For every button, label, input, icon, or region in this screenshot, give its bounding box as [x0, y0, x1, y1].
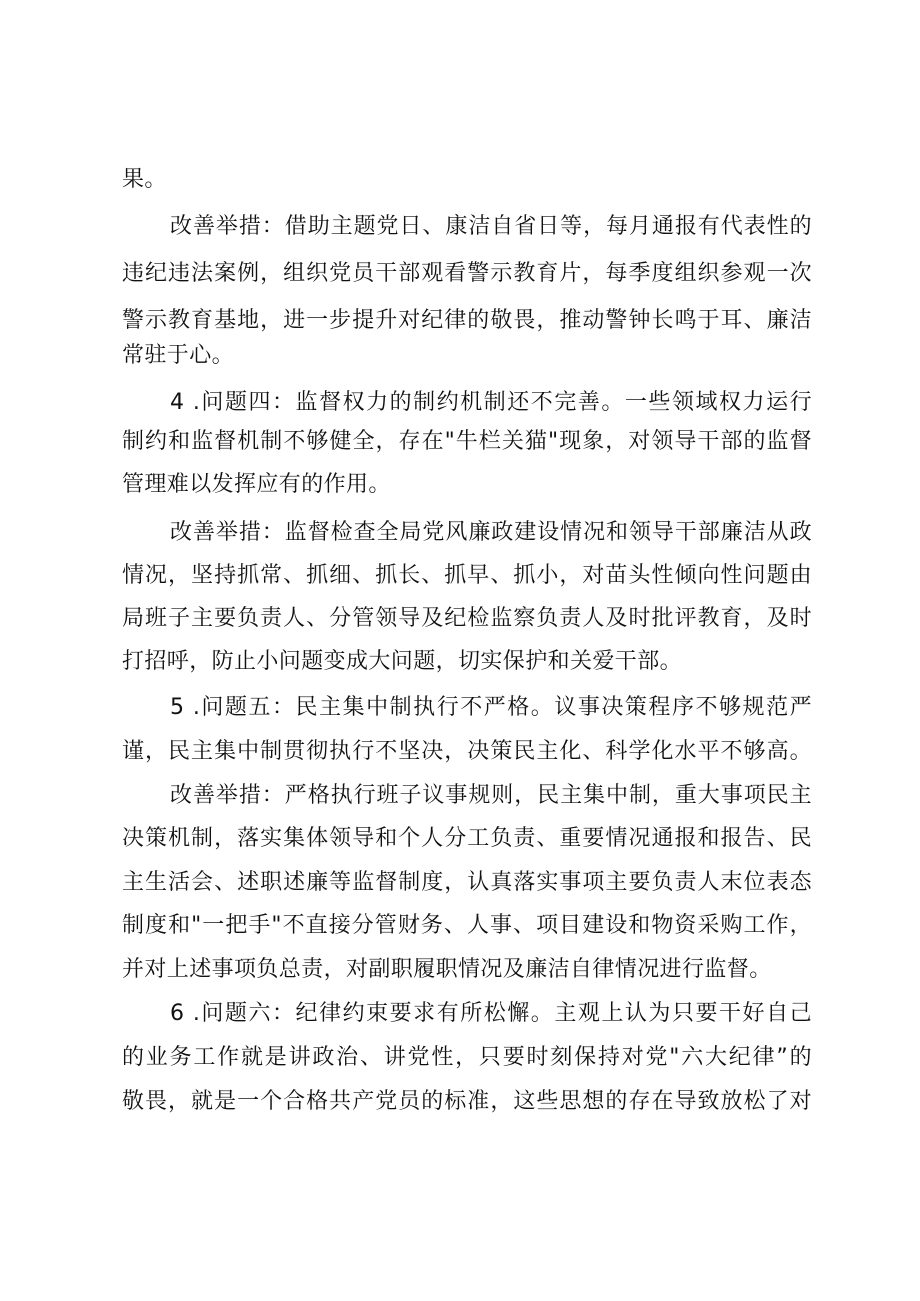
text-line-7: 制约和监督机制不够健全，存在"牛栏关猫"现象，对领导干部的监督 [122, 429, 812, 454]
text-line-11: 局班子主要负责人、分管领导及纪检监察负责人及时批评教育，及时 [122, 606, 812, 631]
text-line-17: 主生活会、述职述廉等监督制度，认真落实事项主要负责人末位表态 [122, 870, 812, 895]
text-line-14: 谨，民主集中制贯彻执行不坚决，决策民主化、科学化水平不够高。 [122, 739, 812, 764]
text-line-19: 并对上述事项负总责，对副职履职情况及廉洁自律情况进行监督。 [122, 957, 772, 982]
text-line-9: 改善举措：监督检查全局党风廉政建设情况和领导干部廉洁从政 [170, 520, 812, 545]
text-line-15: 改善举措：严格执行班子议事规则，民主集中制，重大事项民主 [170, 783, 812, 808]
text-line-20: 6 .问题六：纪律约束要求有所松懈。主观上认为只要干好自己 [170, 1001, 812, 1026]
text-line-10: 情况，坚持抓常、抓细、抓长、抓早、抓小，对苗头性倾向性问题由 [122, 563, 812, 588]
text-line-12: 打招呼，防止小问题变成大问题，切实保护和关爱干部。 [122, 649, 683, 674]
text-line-21: 的业务工作就是讲政治、讲党性，只要时刻保持对党"六大纪律”的 [122, 1045, 812, 1070]
text-line-18: 制度和"一把手"不直接分管财务、人事、项目建设和物资采购工作， [122, 913, 812, 938]
text-line-1: 果。 [122, 167, 167, 192]
text-line-4: 警示教育基地，进一步提升对纪律的敬畏，推动警钟长鸣于耳、廉洁 [122, 308, 812, 333]
text-line-13: 5 .问题五：民主集中制执行不严格。议事决策程序不够规范严 [170, 695, 812, 720]
text-line-16: 决策机制，落实集体领导和个人分工负责、重要情况通报和报告、民 [122, 826, 812, 851]
text-line-2: 改善举措：借助主题党日、康洁自省日等，每月通报有代表性的 [170, 214, 812, 239]
text-line-3: 违纪违法案例，组织党员干部观看警示教育片，每季度组织参观一次 [122, 261, 812, 286]
text-line-5: 常驻于心。 [122, 343, 235, 368]
text-line-8: 管理难以发挥应有的作用。 [122, 472, 391, 497]
text-line-6: 4 .问题四：监督权力的制约机制还不完善。一些领域权力运行 [170, 390, 812, 415]
text-line-22: 敬畏，就是一个合格共产党员的标准，这些思想的存在导致放松了对 [122, 1089, 812, 1114]
